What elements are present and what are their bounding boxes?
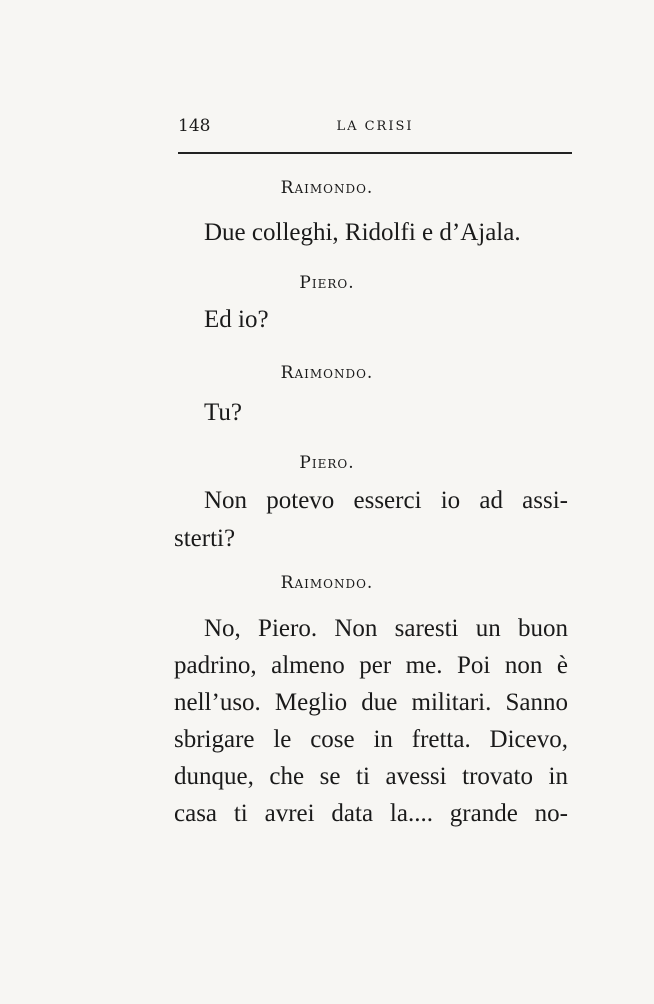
- speech-line: sterti?: [174, 525, 236, 552]
- speaker-name: Raimondo.: [280, 573, 374, 593]
- page-number: 148: [178, 116, 211, 136]
- speech-line: Due colleghi, Ridolfi e d’Ajala.: [204, 219, 521, 246]
- speaker-name: Piero.: [299, 453, 355, 473]
- speech-line: nell’uso. Meglio due militari. Sanno: [174, 689, 568, 716]
- speaker-name: Piero.: [299, 273, 355, 293]
- speech-line: Tu?: [204, 399, 242, 426]
- speech-line: No, Piero. Non saresti un buon: [204, 615, 568, 642]
- speech-line: sbrigare le cose in fretta. Dicevo,: [174, 726, 568, 753]
- running-title: LA CRISI: [336, 119, 414, 134]
- speaker-name: Raimondo.: [280, 178, 374, 198]
- speech-line: Ed io?: [204, 306, 269, 333]
- speech-line: casa ti avrei data la.... grande no-: [174, 800, 568, 827]
- page-header: [178, 116, 572, 140]
- speech-line: padrino, almeno per me. Poi non è: [174, 652, 568, 679]
- speaker-name: Raimondo.: [280, 363, 374, 383]
- header-rule: [178, 152, 572, 154]
- speech-line: dunque, che se ti avessi trovato in: [174, 763, 568, 790]
- speech-line: Non potevo esserci io ad assi-: [204, 487, 568, 514]
